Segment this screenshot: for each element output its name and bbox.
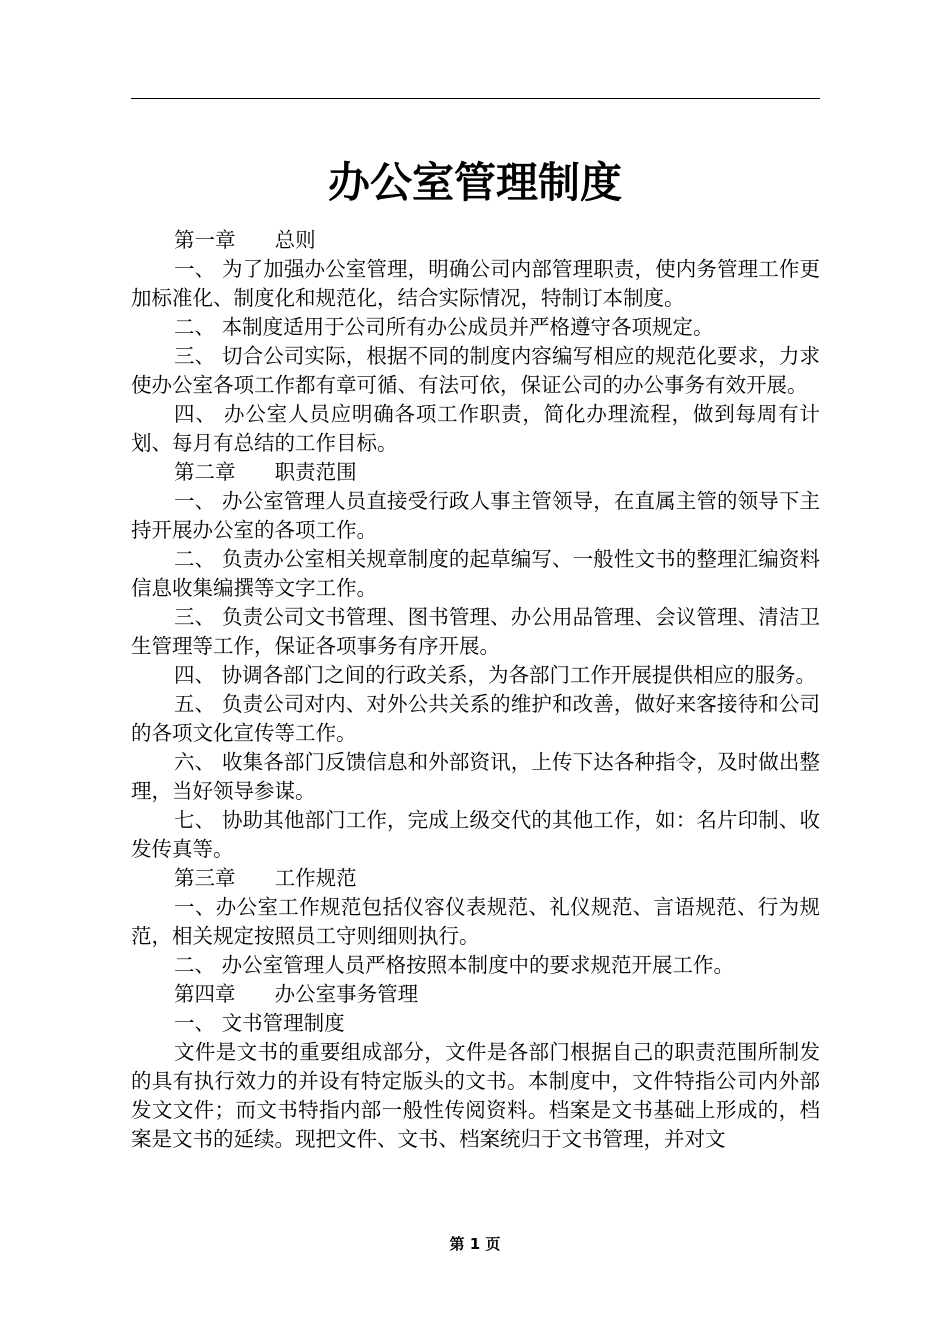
- paragraph: 三、 切合公司实际，根据不同的制度内容编写相应的规范化要求，力求使办公室各项工作都有章可循、有法可依，保证公司的办公事务有效开展。: [131, 344, 820, 397]
- section-heading: 一、 文书管理制度: [174, 1011, 345, 1035]
- paragraph: 四、 协调各部门之间的行政关系，为各部门工作开展提供相应的服务。: [174, 663, 817, 687]
- header-rule: [131, 98, 820, 99]
- paragraph: 一、办公室工作规范包括仪容仪表规范、礼仪规范、言语规范、行为规范，相关规定按照员工守则细则执行。: [131, 895, 820, 948]
- paragraph: 二、 负责办公室相关规章制度的起草编写、一般性文书的整理汇编资料信息收集编撰等文字工作。: [131, 547, 820, 600]
- page-number: 第 1 页: [449, 1235, 501, 1253]
- paragraph: 六、 收集各部门反馈信息和外部资讯，上传下达各种指令，及时做出整理，当好领导参谋。: [131, 750, 820, 803]
- paragraph: 一、 办公室管理人员直接受行政人事主管领导，在直属主管的领导下主持开展办公室的各项工作。: [131, 489, 820, 542]
- chapter-heading: 第四章 办公室事务管理: [174, 982, 419, 1006]
- paragraph: 三、 负责公司文书管理、图书管理、办公用品管理、会议管理、清洁卫生管理等工作，保证各项事务有序开展。: [131, 605, 820, 658]
- paragraph: 五、 负责公司对内、对外公共关系的维护和改善，做好来客接待和公司的各项文化宣传等工作。: [131, 692, 820, 745]
- paragraph: 四、 办公室人员应明确各项工作职责，简化办理流程，做到每周有计划、每月有总结的工作目标。: [131, 402, 820, 455]
- paragraph: 二、 本制度适用于公司所有办公成员并严格遵守各项规定。: [174, 315, 714, 339]
- paragraph: 文件是文书的重要组成部分，文件是各部门根据自己的职责范围所制发的具有执行效力的并设有特定版头的文书。本制度中，文件特指公司内外部发文文件；而文书特指内部一般性传阅资料。档案是文书基础上形成的，档案是文书的延续。现把文件、文书、档案统归于文书管理，并对文: [131, 1040, 820, 1151]
- paragraph: 一、 为了加强办公室管理，明确公司内部管理职责，使内务管理工作更加标准化、制度化和规范化，结合实际情况，特制订本制度。: [131, 257, 820, 310]
- paragraph: 七、 协助其他部门工作，完成上级交代的其他工作，如：名片印制、收发传真等。: [131, 808, 820, 861]
- chapter-heading: 第二章 职责范围: [174, 460, 357, 484]
- chapter-heading: 第三章 工作规范: [174, 866, 357, 890]
- paragraph: 二、 办公室管理人员严格按照本制度中的要求规范开展工作。: [174, 953, 735, 977]
- document-title: 办公室管理制度: [327, 158, 622, 207]
- chapter-heading: 第一章 总则: [174, 228, 316, 252]
- document-body: [131, 226, 820, 1154]
